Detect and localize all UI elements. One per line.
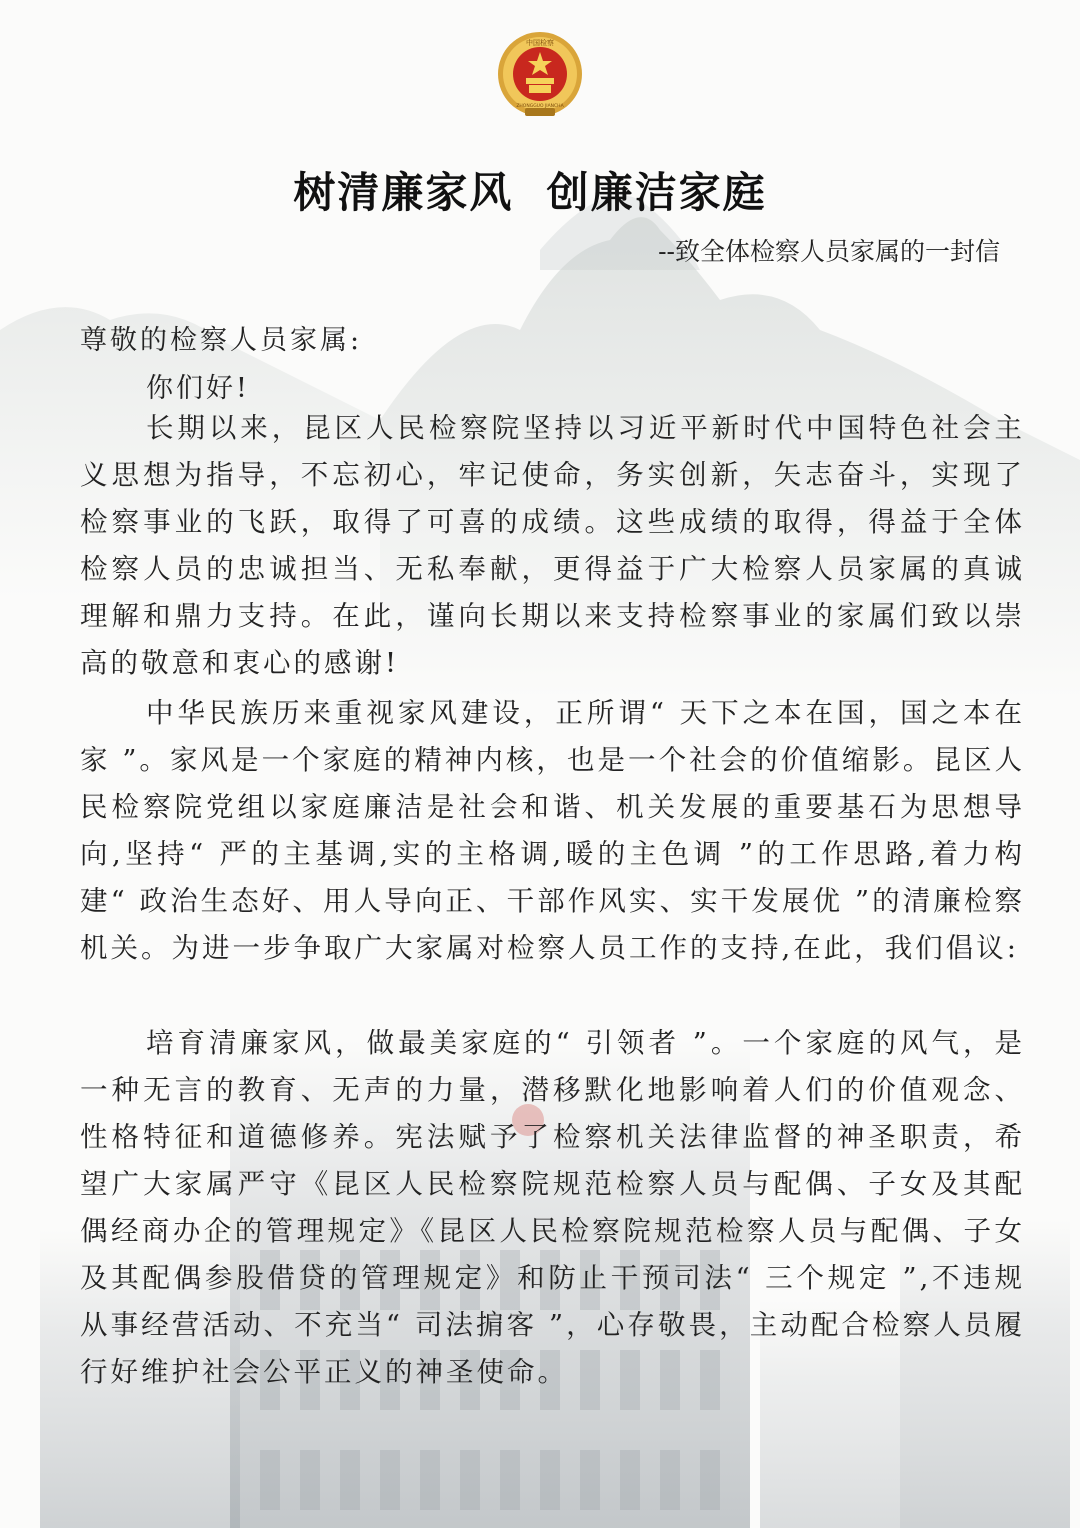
emblem-bottom-text: ZHONGGUO JIANCHA [516, 104, 564, 109]
letter-greeting: 你们好! [146, 373, 250, 404]
letter-paragraph: 培育清廉家风，做最美家庭的“ 引领者 ”。一个家庭的风气，是一种无言的教育、无声的力量，潜移默化地影响着人们的价值观念、性格特征和道德修养。宪法赋予了检察机关法律监督的神圣职责，希望广大家属严守《昆区人民检察院规范检察人员与配偶、子女及其配偶经商办企的管理规定》《昆区人民检察院规范检察人员与配偶、子女及其配偶参股借贷的管理规定》和防止干预司法“ 三个规定 ”,不违规从事经营活动、不充当“ 司法掮客 ”，心存敬畏，主动配合检察人员履行好维护社会公平正义的神圣使命。 [80, 1027, 1025, 1388]
letter-subtitle: --致全体检察人员家属的一封信 [658, 237, 1000, 266]
letter-title: 树清廉家风 创廉洁家庭 [293, 168, 767, 217]
procuratorate-emblem-icon [495, 30, 585, 122]
letter-paragraph: 中华民族历来重视家风建设，正所谓“ 天下之本在国，国之本在家 ”。家风是一个家庭的精神内核，也是一个社会的价值缩影。昆区人民检察院党组以家庭廉洁是社会和谐、机关发展的重要基石为思想导向,坚持“ 严的主基调,实的主格调,暖的主色调 ”的工作思路,着力构建“ 政治生态好、用人导向正、干部作风实、实干发展优 ”的清廉检察机关。为进一步争取广大家属对检察人员工作的支持,在此，我们倡议: [80, 697, 1025, 964]
emblem-top-text: 中国检察 [526, 39, 554, 47]
letter-salutation: 尊敬的检察人员家属: [80, 325, 363, 356]
letter-paragraph: 长期以来，昆区人民检察院坚持以习近平新时代中国特色社会主义思想为指导，不忘初心，牢记使命，务实创新，矢志奋斗，实现了检察事业的飞跃，取得了可喜的成绩。这些成绩的取得，得益于全体检察人员的忠诚担当、无私奉献，更得益于广大检察人员家属的真诚理解和鼎力支持。在此，谨向长期以来支持检察事业的家属们致以崇高的敬意和衷心的感谢! [80, 412, 1025, 679]
